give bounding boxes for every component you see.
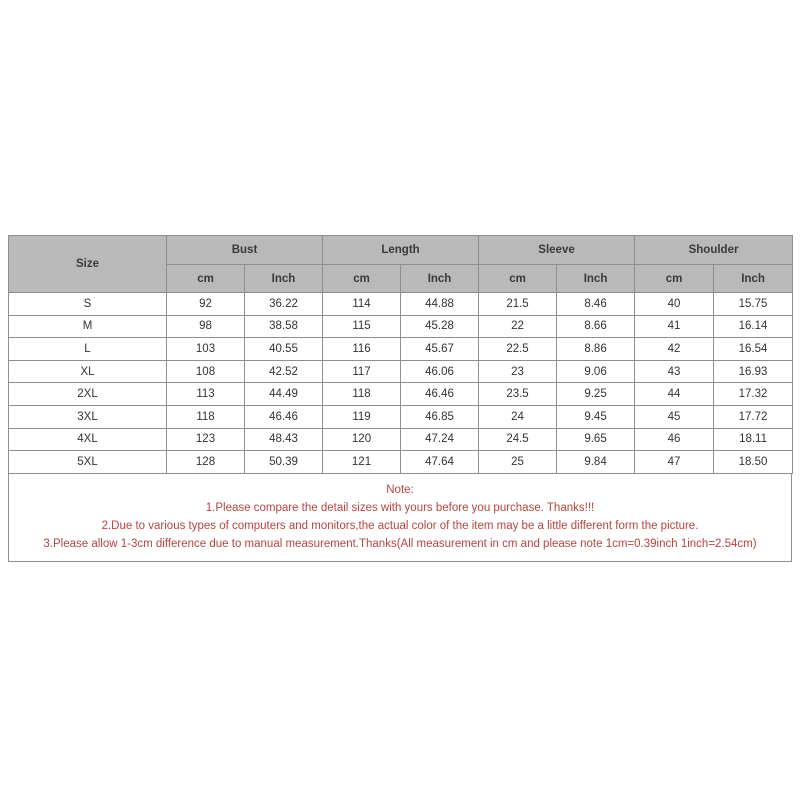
measurement-cell: 47.24 — [401, 428, 479, 451]
measurement-cell: 16.14 — [714, 315, 793, 338]
measurement-cell: 9.06 — [557, 360, 635, 383]
measurement-cell: 24.5 — [479, 428, 557, 451]
size-label-cell: L — [9, 338, 167, 361]
note-line: 3.Please allow 1-3cm difference due to manual measurement.Thanks(All measurement in cm and please note 1cm=0.39inch 1inch=2.54cm) — [43, 538, 757, 551]
measurement-cell: 36.22 — [245, 293, 323, 316]
measurement-cell: 23 — [479, 360, 557, 383]
size-table — [8, 235, 793, 474]
measurement-cell: 17.32 — [714, 383, 793, 406]
measurement-cell: 42.52 — [245, 360, 323, 383]
table-row — [9, 360, 793, 383]
measurement-cell: 45.28 — [401, 315, 479, 338]
measurement-cell: 50.39 — [245, 451, 323, 474]
measurement-cell: 22 — [479, 315, 557, 338]
measurement-cell: 17.72 — [714, 405, 793, 428]
measurement-cell: 8.86 — [557, 338, 635, 361]
unit-header: cm — [479, 265, 557, 293]
measurement-cell: 41 — [635, 315, 714, 338]
measurement-cell: 116 — [323, 338, 401, 361]
measurement-cell: 45.67 — [401, 338, 479, 361]
unit-header: cm — [323, 265, 401, 293]
size-label-cell: 5XL — [9, 451, 167, 474]
measurement-cell: 22.5 — [479, 338, 557, 361]
measurement-cell: 16.93 — [714, 360, 793, 383]
table-row — [9, 293, 793, 316]
measurement-cell: 92 — [167, 293, 245, 316]
table-header — [9, 236, 793, 293]
measurement-cell: 44.49 — [245, 383, 323, 406]
unit-header: Inch — [245, 265, 323, 293]
measurement-cell: 121 — [323, 451, 401, 474]
measurement-cell: 118 — [167, 405, 245, 428]
measurement-cell: 15.75 — [714, 293, 793, 316]
size-label-cell: XL — [9, 360, 167, 383]
length-header: Length — [323, 236, 479, 265]
measurement-cell: 115 — [323, 315, 401, 338]
measurement-cell: 8.66 — [557, 315, 635, 338]
size-label-cell: S — [9, 293, 167, 316]
measurement-cell: 123 — [167, 428, 245, 451]
measurement-cell: 46.06 — [401, 360, 479, 383]
note-line: 2.Due to various types of computers and monitors,the actual color of the item may be a little different form the picture. — [101, 520, 699, 533]
measurement-cell: 46.85 — [401, 405, 479, 428]
unit-header: Inch — [557, 265, 635, 293]
size-label-cell: 2XL — [9, 383, 167, 406]
measurement-cell: 43 — [635, 360, 714, 383]
measurement-cell: 98 — [167, 315, 245, 338]
measurement-cell: 46.46 — [245, 405, 323, 428]
size-header: Size — [9, 236, 167, 293]
measurement-cell: 114 — [323, 293, 401, 316]
measurement-cell: 118 — [323, 383, 401, 406]
measurement-cell: 108 — [167, 360, 245, 383]
measurement-cell: 16.54 — [714, 338, 793, 361]
measurement-cell: 23.5 — [479, 383, 557, 406]
measurement-cell: 8.46 — [557, 293, 635, 316]
unit-header: cm — [635, 265, 714, 293]
measurement-cell: 45 — [635, 405, 714, 428]
measurement-cell: 120 — [323, 428, 401, 451]
table-row — [9, 451, 793, 474]
measurement-cell: 113 — [167, 383, 245, 406]
measurement-cell: 9.84 — [557, 451, 635, 474]
measurement-cell: 44 — [635, 383, 714, 406]
unit-header: Inch — [714, 265, 793, 293]
note-line: 1.Please compare the detail sizes with yours before you purchase. Thanks!!! — [205, 502, 595, 515]
unit-header: Inch — [401, 265, 479, 293]
measurement-cell: 42 — [635, 338, 714, 361]
measurement-cell: 44.88 — [401, 293, 479, 316]
measurement-cell: 128 — [167, 451, 245, 474]
table-row — [9, 338, 793, 361]
measurement-cell: 18.50 — [714, 451, 793, 474]
measurement-cell: 9.25 — [557, 383, 635, 406]
measurement-cell: 25 — [479, 451, 557, 474]
table-row — [9, 405, 793, 428]
size-label-cell: M — [9, 315, 167, 338]
measurement-cell: 9.45 — [557, 405, 635, 428]
sleeve-header: Sleeve — [479, 236, 635, 265]
measurement-cell: 9.65 — [557, 428, 635, 451]
table-row — [9, 315, 793, 338]
size-label-cell: 4XL — [9, 428, 167, 451]
measurement-cell: 24 — [479, 405, 557, 428]
measurement-cell: 46 — [635, 428, 714, 451]
table-row — [9, 428, 793, 451]
size-chart — [8, 235, 792, 562]
table-body — [9, 293, 793, 474]
measurement-cell: 40.55 — [245, 338, 323, 361]
measurement-cell: 117 — [323, 360, 401, 383]
unit-header: cm — [167, 265, 245, 293]
size-label-cell: 3XL — [9, 405, 167, 428]
measurement-cell: 48.43 — [245, 428, 323, 451]
measurement-cell: 18.11 — [714, 428, 793, 451]
table-row — [9, 383, 793, 406]
measurement-cell: 40 — [635, 293, 714, 316]
measurement-cell: 47.64 — [401, 451, 479, 474]
bust-header: Bust — [167, 236, 323, 265]
shoulder-header: Shoulder — [635, 236, 793, 265]
measurement-cell: 47 — [635, 451, 714, 474]
notes-box — [8, 474, 792, 562]
measurement-cell: 46.46 — [401, 383, 479, 406]
measurement-cell: 38.58 — [245, 315, 323, 338]
note-title: Note: — [386, 484, 414, 497]
measurement-cell: 21.5 — [479, 293, 557, 316]
measurement-cell: 119 — [323, 405, 401, 428]
measurement-cell: 103 — [167, 338, 245, 361]
